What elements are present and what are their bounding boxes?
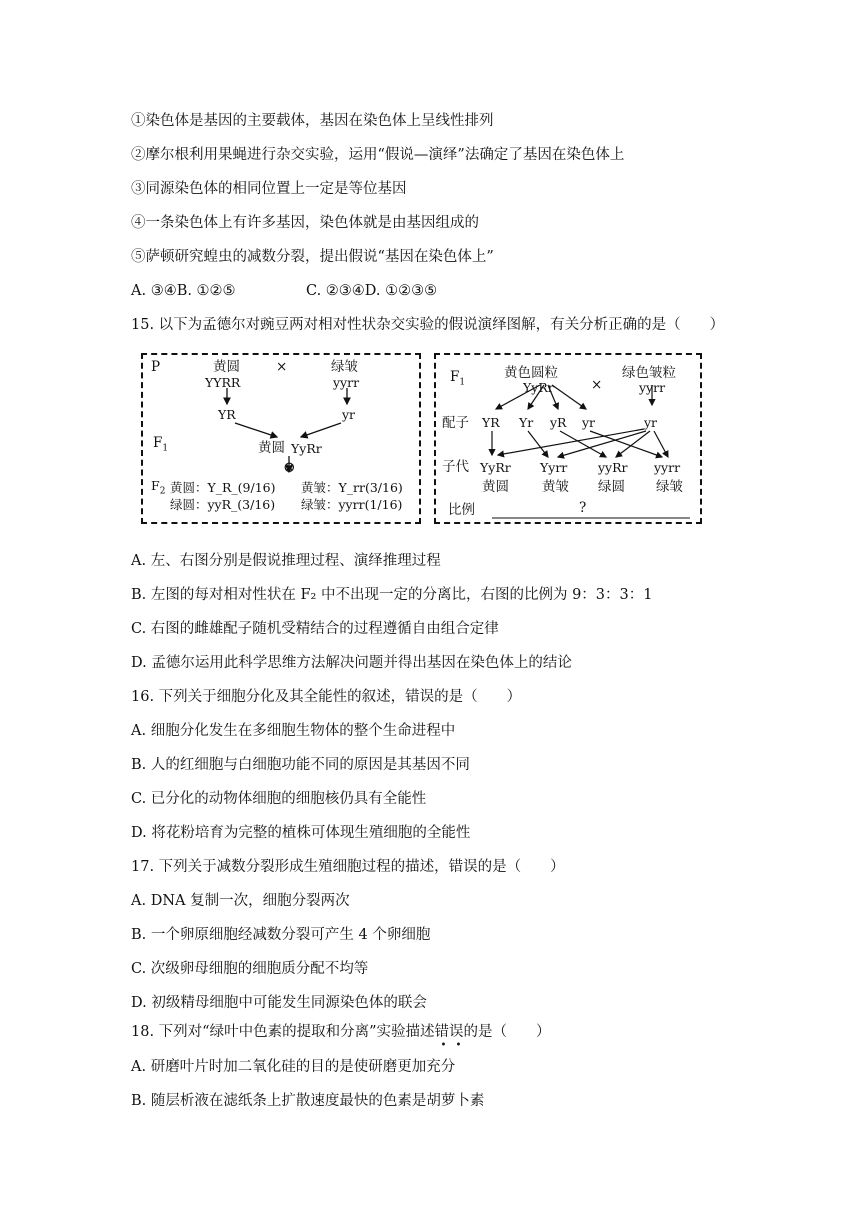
left-gamete2: yr <box>342 407 356 422</box>
right-gamete-label: 配子 <box>442 415 469 431</box>
right-gamete-2: Yr <box>519 415 534 430</box>
right-offspring-geno-3: yyRr <box>598 460 628 475</box>
right-offspring-pheno-1: 黄圆 <box>482 479 509 495</box>
q14-options-cd: C. ②③④D. ①②③⑤ <box>306 283 438 299</box>
right-offspring-pheno-2: 黄皱 <box>542 479 569 495</box>
q15-right-diagram <box>434 353 702 524</box>
left-gamete1: YR <box>218 407 236 422</box>
q14-options-ab: A. ③④B. ①②⑤ <box>131 283 236 299</box>
right-offspring-geno-2: Yyrr <box>540 460 568 475</box>
q15-stem: 15. 以下为孟德尔对豌豆两对相对性状杂交实验的假说演绎图解，有关分析正确的是（ ） <box>131 317 725 333</box>
left-geno2: yyrr <box>333 375 360 390</box>
q14-statement-5: ⑤萨顿研究蝗虫的减数分裂，提出假说“基因在染色体上” <box>131 249 494 265</box>
right-offspring-geno-4: yyrr <box>654 460 681 475</box>
q18-stem <box>131 1022 551 1051</box>
right-geno2: yyrr <box>639 380 666 395</box>
q16-option-c: C. 已分化的动物体细胞的细胞核仍具有全能性 <box>131 791 427 807</box>
right-parent2: 绿色皱粒 <box>622 365 676 381</box>
left-parent2: 绿皱 <box>331 359 358 375</box>
q18-option-a: A. 研磨叶片时加二氧化硅的目的是使研磨更加充分 <box>131 1059 456 1075</box>
left-f2-yellow-wrinkled: 黄皱：Y_rr(3/16) <box>301 480 403 495</box>
left-f2-green-round: 绿圆：yyR_(3/16) <box>170 497 276 512</box>
q17-stem: 17. 下列关于减数分裂形成生殖细胞过程的描述，错误的是（ ） <box>131 859 565 875</box>
q15-option-d: D. 孟德尔运用此科学思维方法解决问题并得出基因在染色体上的结论 <box>131 655 572 671</box>
q15-option-a: A. 左、右图分别是假说推理过程、演绎推理过程 <box>131 553 441 569</box>
left-f1-label: $F_1$ <box>153 435 169 454</box>
right-gamete-female: yr <box>644 415 658 430</box>
right-gamete-1: YR <box>482 415 500 430</box>
q18-stem-before: 18. 下列对“绿叶中色素的提取和分离”实验描述 <box>131 1024 435 1040</box>
right-cross: × <box>591 377 603 393</box>
left-p-label: P <box>151 359 161 375</box>
right-f1-label: $F_1$ <box>450 369 466 388</box>
q15-option-c: C. 右图的雌雄配子随机受精结合的过程遵循自由组合定律 <box>131 621 499 637</box>
left-f2-label: $F_2$ <box>151 478 166 497</box>
q14-statement-2: ②摩尔根利用果蝇进行杂交实验，运用“假说—演绎”法确定了基因在染色体上 <box>131 147 625 163</box>
right-parent1: 黄色圆粒 <box>504 365 558 381</box>
q17-option-d: D. 初级精母细胞中可能发生同源染色体的联会 <box>131 995 427 1011</box>
q18-stem-emphasis: 错误 • • <box>434 1024 464 1051</box>
right-offspring-label: 子代 <box>442 459 469 475</box>
right-gamete-3: yR <box>550 415 567 430</box>
left-self-symbol: ⊗ <box>283 458 296 476</box>
q15-option-b: B. 左图的每对相对性状在 F₂ 中不出现一定的分离比，右图的比例为 9：3：3：1 <box>131 587 653 603</box>
right-offspring-pheno-3: 绿圆 <box>598 479 625 495</box>
right-ratio-value: ? <box>579 500 587 516</box>
q17-option-a: A. DNA 复制一次，细胞分裂两次 <box>131 893 350 909</box>
left-cross: × <box>276 359 288 375</box>
q14-statement-4: ④一条染色体上有许多基因，染色体就是由基因组成的 <box>131 215 479 231</box>
q18-option-b: B. 随层析液在滤纸条上扩散速度最快的色素是胡萝卜素 <box>131 1093 485 1109</box>
q15-left-diagram <box>141 353 421 524</box>
left-f1-pheno: 黄圆 <box>258 440 285 456</box>
left-f2-yellow-round: 黄圆：Y_R_(9/16) <box>170 480 276 495</box>
right-gamete-4: yr <box>582 415 596 430</box>
right-offspring-pheno-4: 绿皱 <box>656 479 683 495</box>
right-geno1: YyRr <box>523 380 554 395</box>
q16-option-b: B. 人的红细胞与白细胞功能不同的原因是其基因不同 <box>131 757 470 773</box>
left-geno1: YYRR <box>205 375 241 390</box>
q16-stem: 16. 下列关于细胞分化及其全能性的叙述，错误的是（ ） <box>131 689 522 705</box>
right-offspring-geno-1: YyRr <box>480 460 511 475</box>
left-f1-geno: YyRr <box>291 441 322 456</box>
left-f2-green-wrinkled: 绿皱：yyrr(1/16) <box>301 497 403 512</box>
q14-statement-1: ①染色体是基因的主要载体，基因在染色体上呈线性排列 <box>131 113 494 129</box>
q18-stem-after: 的是（ ） <box>463 1024 551 1040</box>
q17-option-b: B. 一个卵原细胞经减数分裂可产生 4 个卵细胞 <box>131 927 431 943</box>
q16-option-a: A. 细胞分化发生在多细胞生物体的整个生命进程中 <box>131 723 456 739</box>
q14-statement-3: ③同源染色体的相同位置上一定是等位基因 <box>131 181 407 197</box>
q17-option-c: C. 次级卵母细胞的细胞质分配不均等 <box>131 961 369 977</box>
left-parent1: 黄圆 <box>213 359 240 375</box>
q16-option-d: D. 将花粉培育为完整的植株可体现生殖细胞的全能性 <box>131 825 471 841</box>
right-ratio-label: 比例 <box>448 502 475 518</box>
